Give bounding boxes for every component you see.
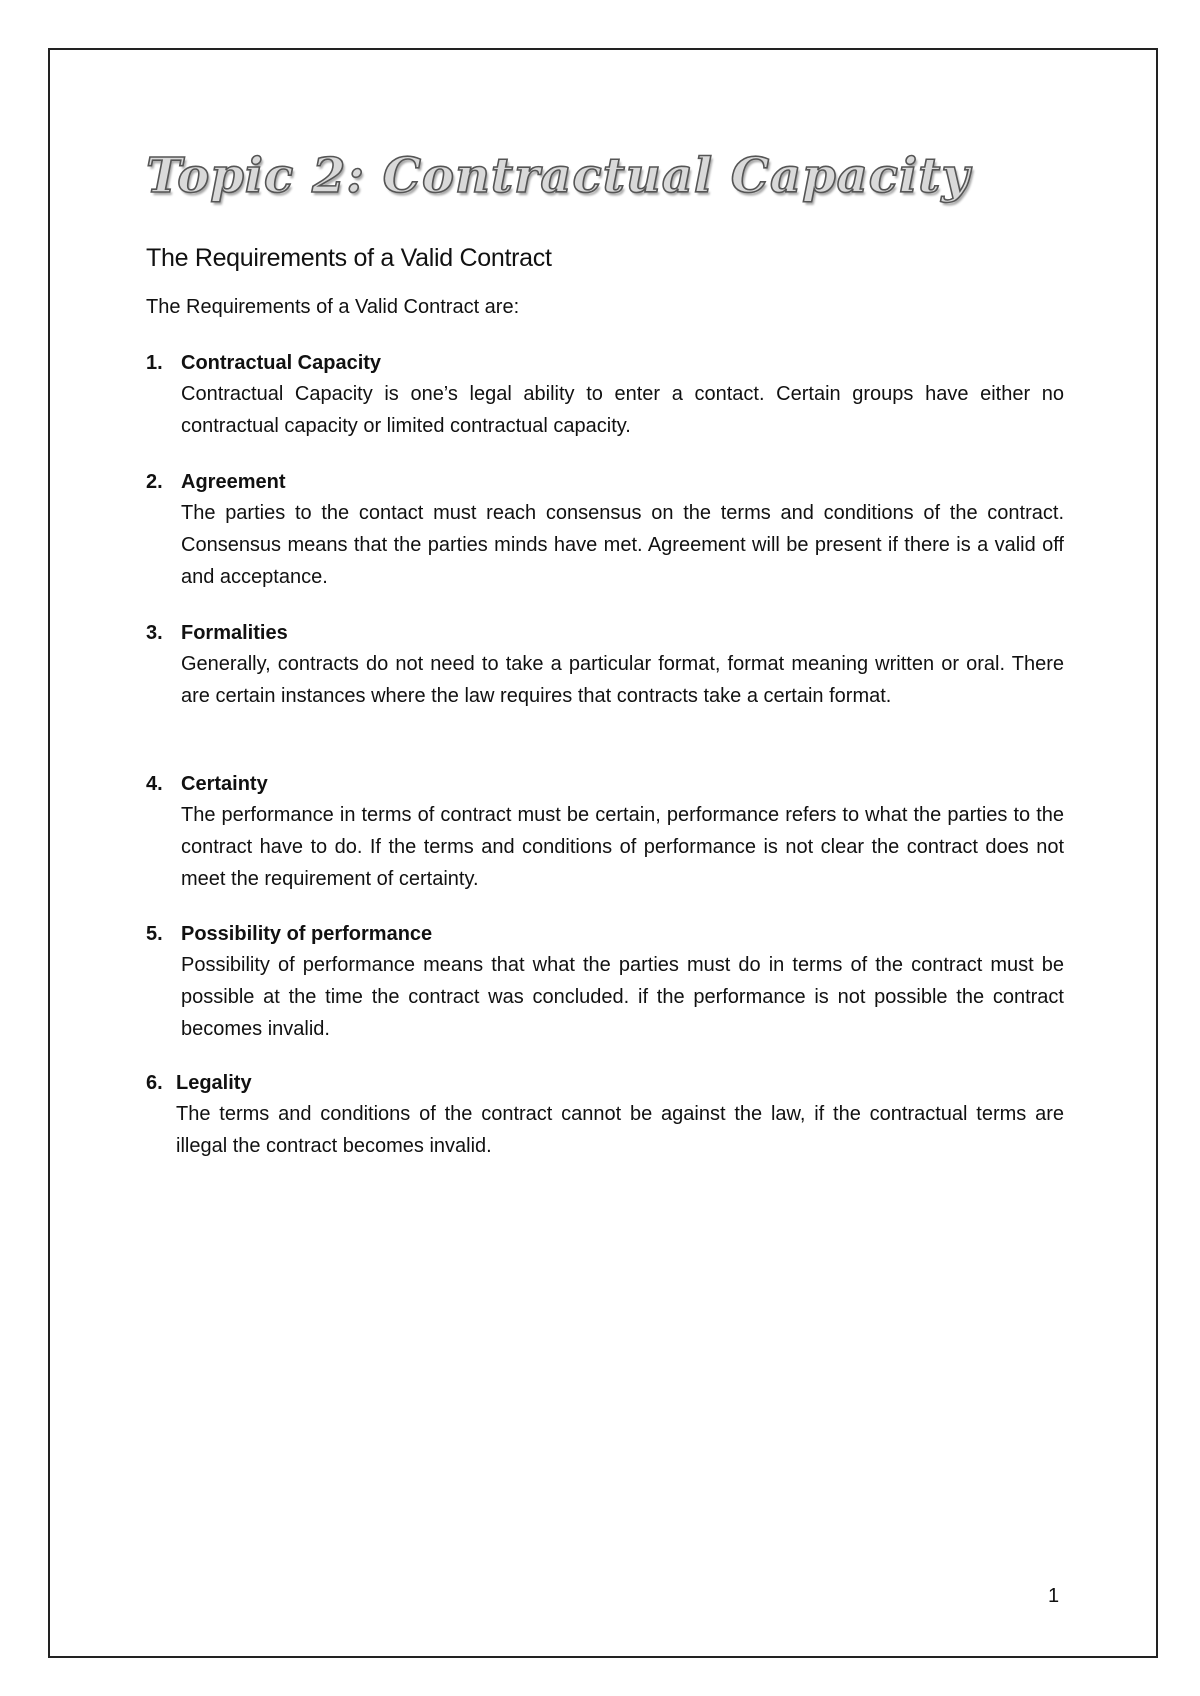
requirement-body: Generally, contracts do not need to take a particular format, format meaning written or oral. There are certain instances where the law requires that contracts take a certain format. bbox=[181, 653, 1064, 707]
requirement-body: Possibility of performance means that what the parties must do in terms of the contract must be possible at the time the contract was concluded. if the performance is not possible the contract becomes invalid. bbox=[181, 954, 1064, 1040]
requirement-body: The performance in terms of contract must be certain, performance refers to what the parties to the contract have to do. If the terms and conditions of performance is not clear the contract does not meet the requirement of certainty. bbox=[181, 804, 1064, 890]
requirement-item-4 bbox=[146, 769, 1064, 895]
requirement-body: The terms and conditions of the contract cannot be against the law, if the contractual terms are illegal the contract becomes invalid. bbox=[176, 1103, 1064, 1157]
requirement-item-1 bbox=[146, 348, 1064, 442]
requirement-item-3 bbox=[146, 618, 1064, 712]
requirement-item-6 bbox=[146, 1068, 1064, 1162]
requirement-number: 6. bbox=[146, 1072, 163, 1094]
requirement-number: 4. bbox=[146, 773, 163, 795]
requirement-body: The parties to the contact must reach consensus on the terms and conditions of the contract. Consensus means that the parties minds have met. Agreement will be present if there is a valid off and acceptance. bbox=[181, 502, 1064, 588]
requirement-item-2 bbox=[146, 467, 1064, 593]
requirement-title: Contractual Capacity bbox=[181, 352, 382, 374]
requirement-title: Formalities bbox=[181, 622, 288, 644]
requirement-number: 5. bbox=[146, 923, 163, 945]
requirement-title: Possibility of performance bbox=[181, 923, 433, 945]
requirement-title: Agreement bbox=[181, 471, 286, 493]
requirement-body: Contractual Capacity is one’s legal ability to enter a contact. Certain groups have either no contractual capacity or limited contractual capacity. bbox=[181, 383, 1064, 437]
intro-text: The Requirements of a Valid Contract are: bbox=[146, 296, 520, 318]
page-number: 1 bbox=[1048, 1585, 1060, 1607]
requirement-item-5 bbox=[146, 919, 1064, 1045]
requirement-title: Certainty bbox=[181, 773, 268, 795]
section-heading: The Requirements of a Valid Contract bbox=[146, 244, 552, 272]
requirement-number: 1. bbox=[146, 352, 163, 374]
requirement-title: Legality bbox=[176, 1072, 252, 1094]
requirement-number: 3. bbox=[146, 622, 163, 644]
topic-title: Topic 2: Contractual Capacity bbox=[146, 148, 971, 204]
requirement-number: 2. bbox=[146, 471, 163, 493]
